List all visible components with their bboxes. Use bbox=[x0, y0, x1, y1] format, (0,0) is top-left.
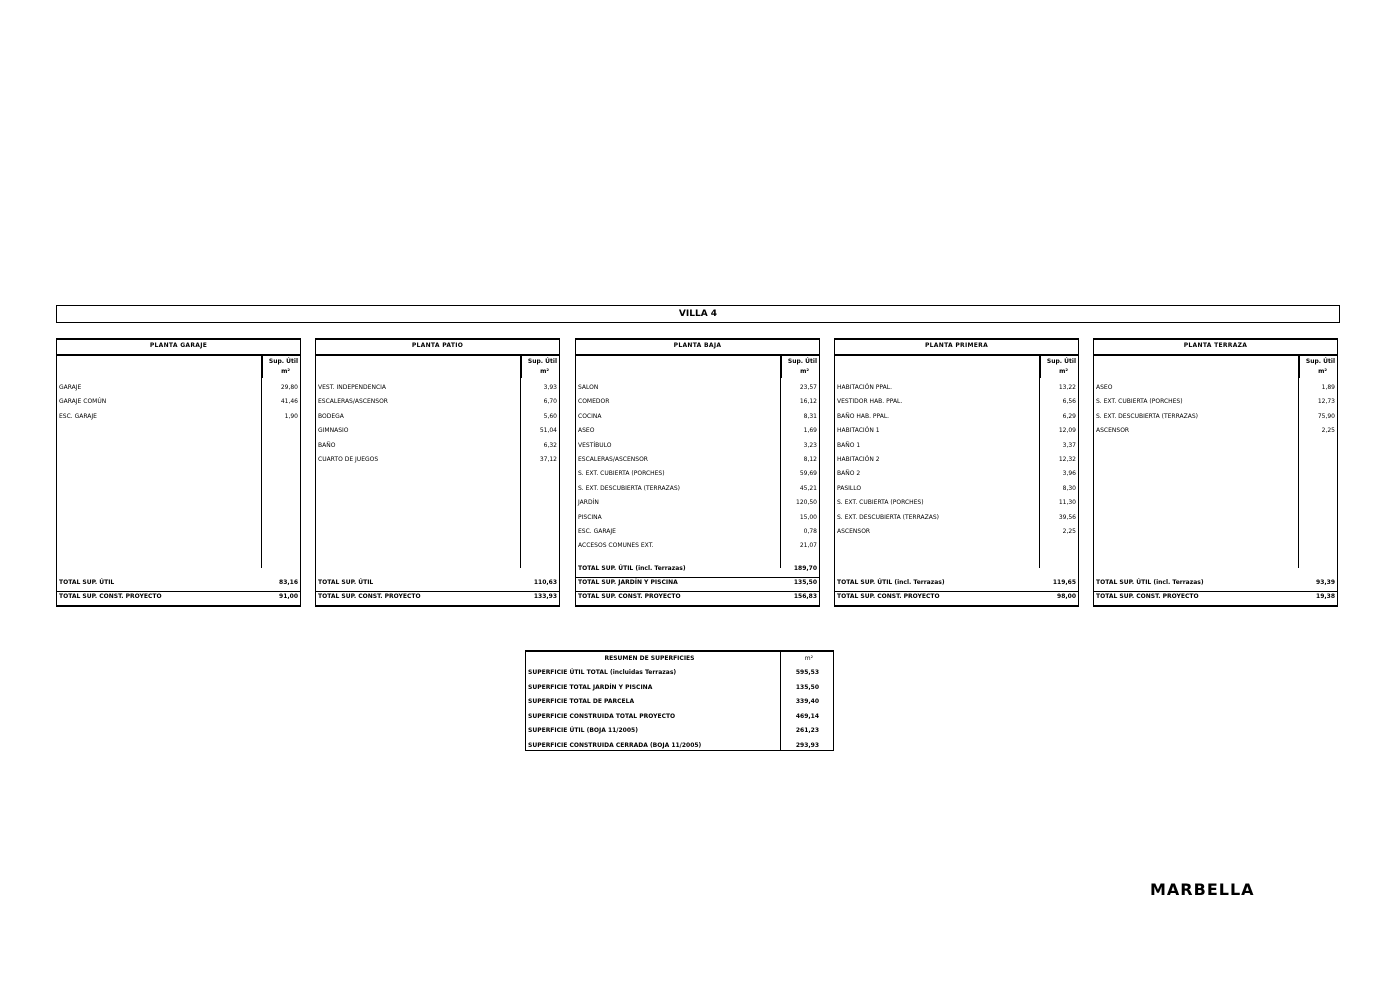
room-row bbox=[835, 396, 1078, 408]
room-name: COMEDOR bbox=[578, 398, 610, 406]
room-area: 11,30 bbox=[1058, 499, 1076, 507]
summary-title: RESUMEN DE SUPERFICIES bbox=[604, 655, 695, 662]
room-area: 8,12 bbox=[803, 456, 817, 463]
room-name: ESC. GARAJE bbox=[578, 528, 616, 535]
room-area: 45,21 bbox=[799, 484, 817, 492]
total-label: TOTAL SUP. ÚTIL (incl. Terrazas) bbox=[837, 579, 945, 586]
room-name: JARDÍN bbox=[578, 499, 599, 507]
total-value: 93,39 bbox=[1316, 579, 1335, 586]
room-name: ACCESOS COMUNES EXT. bbox=[578, 542, 654, 550]
total-row bbox=[576, 591, 819, 603]
total-value: 19,38 bbox=[1316, 593, 1335, 600]
room-area: 3,96 bbox=[1062, 470, 1076, 478]
total-label: TOTAL SUP. ÚTIL (incl. Terrazas) bbox=[1096, 579, 1204, 586]
room-name: ASEO bbox=[1096, 384, 1113, 391]
room-area: 2,25 bbox=[1062, 528, 1076, 535]
room-row bbox=[576, 425, 819, 437]
column-label: Sup. Útil bbox=[268, 358, 298, 365]
total-label: TOTAL SUP. JARDÍN Y PISCINA bbox=[578, 579, 678, 586]
room-row bbox=[316, 396, 559, 408]
room-row bbox=[576, 483, 819, 495]
room-area: 120,50 bbox=[796, 499, 817, 507]
room-row bbox=[576, 411, 819, 423]
room-name: HABITACIÓN PPAL. bbox=[837, 384, 892, 391]
floor-table bbox=[575, 338, 820, 607]
summary-row bbox=[526, 724, 833, 738]
room-name: PISCINA bbox=[578, 513, 602, 521]
room-name: HABITACIÓN 2 bbox=[837, 456, 880, 463]
room-name: S. EXT. CUBIERTA (PORCHES) bbox=[1096, 398, 1183, 406]
room-row bbox=[316, 440, 559, 452]
room-name: BAÑO HAB. PPAL. bbox=[837, 412, 890, 420]
total-value: 83,16 bbox=[279, 579, 298, 586]
column-header bbox=[1299, 356, 1337, 378]
room-name: GARAJE COMÚN bbox=[59, 398, 107, 406]
room-row bbox=[576, 512, 819, 524]
room-name: ESC. GARAJE bbox=[59, 412, 97, 420]
floor-title: PLANTA PATIO bbox=[316, 340, 559, 356]
room-name: HABITACIÓN 1 bbox=[837, 427, 880, 435]
total-value: 119,65 bbox=[1052, 579, 1076, 586]
row-separator bbox=[835, 591, 1078, 592]
summary-unit: m² bbox=[804, 655, 813, 662]
room-name: S. EXT. DESCUBIERTA (TERRAZAS) bbox=[1096, 412, 1198, 420]
row-separator bbox=[576, 577, 819, 578]
floor-table bbox=[56, 338, 301, 607]
summary-header bbox=[526, 652, 833, 666]
room-name: ESCALERAS/ASCENSOR bbox=[318, 398, 388, 406]
room-area: 3,23 bbox=[803, 441, 817, 449]
room-area: 3,37 bbox=[1062, 441, 1076, 449]
column-header bbox=[1040, 356, 1078, 378]
total-label: TOTAL SUP. CONST. PROYECTO bbox=[578, 593, 681, 600]
summary-value: 293,93 bbox=[795, 741, 819, 749]
total-value: 156,83 bbox=[793, 593, 817, 600]
total-row bbox=[57, 591, 300, 603]
room-row bbox=[835, 497, 1078, 509]
total-row bbox=[316, 577, 559, 589]
column-unit: m² bbox=[281, 368, 290, 375]
total-row bbox=[835, 591, 1078, 603]
room-area: 1,89 bbox=[1321, 384, 1335, 391]
room-row bbox=[576, 454, 819, 466]
document-title: VILLA 4 bbox=[56, 305, 1340, 323]
room-area: 6,56 bbox=[1062, 398, 1076, 406]
room-row bbox=[1094, 411, 1337, 423]
room-name: BAÑO bbox=[318, 441, 336, 449]
column-label: Sup. Útil bbox=[527, 358, 557, 365]
room-row bbox=[835, 440, 1078, 452]
room-row bbox=[576, 382, 819, 394]
room-area: 29,80 bbox=[280, 384, 298, 391]
room-area: 59,69 bbox=[799, 470, 817, 478]
summary-value: 261,23 bbox=[795, 727, 819, 734]
total-label: TOTAL SUP. CONST. PROYECTO bbox=[318, 593, 421, 600]
room-row bbox=[316, 411, 559, 423]
room-area: 23,57 bbox=[799, 384, 817, 391]
room-name: BODEGA bbox=[318, 412, 344, 420]
room-row bbox=[316, 425, 559, 437]
summary-label: SUPERFICIE CONSTRUIDA CERRADA (BOJA 11/2005) bbox=[528, 741, 702, 749]
room-row bbox=[576, 440, 819, 452]
footer-city: MARBELLA bbox=[1150, 880, 1255, 899]
room-name: ASCENSOR bbox=[1096, 427, 1130, 435]
room-area: 12,09 bbox=[1058, 427, 1076, 435]
total-label: TOTAL SUP. ÚTIL (incl. Terrazas) bbox=[578, 565, 686, 572]
room-row bbox=[57, 396, 300, 408]
row-separator bbox=[316, 591, 559, 592]
summary-label: SUPERFICIE ÚTIL TOTAL (incluidas Terrazas) bbox=[528, 669, 677, 676]
room-area: 51,04 bbox=[539, 427, 557, 435]
room-row bbox=[835, 483, 1078, 495]
floor-title: PLANTA PRIMERA bbox=[835, 340, 1078, 356]
column-header bbox=[521, 356, 559, 378]
row-separator bbox=[57, 591, 300, 592]
floor-table bbox=[834, 338, 1079, 607]
floor-title: PLANTA TERRAZA bbox=[1094, 340, 1337, 356]
room-name: PASILLO bbox=[837, 484, 862, 492]
row-separator bbox=[576, 591, 819, 592]
summary-table bbox=[525, 650, 834, 751]
room-name: S. EXT. CUBIERTA (PORCHES) bbox=[578, 470, 665, 478]
room-row bbox=[835, 512, 1078, 524]
room-area: 37,12 bbox=[539, 456, 557, 463]
total-label: TOTAL SUP. CONST. PROYECTO bbox=[837, 593, 940, 600]
summary-value: 469,14 bbox=[795, 712, 819, 720]
room-area: 41,46 bbox=[280, 398, 298, 406]
total-row bbox=[57, 577, 300, 589]
total-value: 98,00 bbox=[1057, 593, 1076, 600]
row-separator bbox=[1094, 591, 1337, 592]
total-row bbox=[316, 591, 559, 603]
total-row bbox=[1094, 591, 1337, 603]
total-value: 189,70 bbox=[793, 565, 817, 572]
total-value: 133,93 bbox=[533, 593, 557, 600]
summary-value: 135,50 bbox=[795, 683, 819, 691]
room-area: 8,30 bbox=[1062, 484, 1076, 492]
room-row bbox=[835, 526, 1078, 538]
room-area: 5,60 bbox=[543, 412, 557, 420]
room-area: 1,69 bbox=[803, 427, 817, 435]
room-row bbox=[835, 468, 1078, 480]
room-row bbox=[576, 468, 819, 480]
room-row bbox=[835, 454, 1078, 466]
room-name: VESTIDOR HAB. PPAL. bbox=[837, 398, 903, 406]
room-row bbox=[576, 497, 819, 509]
total-label: TOTAL SUP. CONST. PROYECTO bbox=[59, 593, 162, 600]
room-area: 75,90 bbox=[1317, 412, 1335, 420]
total-label: TOTAL SUP. ÚTIL bbox=[318, 579, 374, 586]
room-row bbox=[1094, 382, 1337, 394]
room-name: VESTÍBULO bbox=[578, 441, 612, 449]
column-unit: m² bbox=[800, 368, 809, 375]
room-area: 1,90 bbox=[284, 412, 298, 420]
room-name: CUARTO DE JUEGOS bbox=[318, 456, 379, 463]
room-area: 13,22 bbox=[1058, 384, 1076, 391]
room-name: VEST. INDEPENDENCIA bbox=[318, 384, 387, 391]
room-area: 6,32 bbox=[543, 441, 557, 449]
total-row bbox=[576, 563, 819, 575]
room-name: GARAJE bbox=[59, 384, 82, 391]
room-name: GIMNASIO bbox=[318, 427, 349, 435]
room-name: S. EXT. CUBIERTA (PORCHES) bbox=[837, 499, 924, 507]
room-name: ASEO bbox=[578, 427, 595, 435]
room-area: 12,32 bbox=[1058, 456, 1076, 463]
room-name: S. EXT. DESCUBIERTA (TERRAZAS) bbox=[578, 484, 680, 492]
summary-label: SUPERFICIE TOTAL JARDÍN Y PISCINA bbox=[528, 683, 653, 691]
room-area: 16,12 bbox=[799, 398, 817, 406]
total-value: 135,50 bbox=[793, 579, 817, 586]
room-area: 12,73 bbox=[1317, 398, 1335, 406]
room-row bbox=[316, 382, 559, 394]
summary-label: SUPERFICIE TOTAL DE PARCELA bbox=[528, 698, 635, 705]
summary-value: 595,53 bbox=[795, 669, 819, 676]
total-row bbox=[576, 577, 819, 589]
room-row bbox=[1094, 425, 1337, 437]
column-label: Sup. Útil bbox=[1046, 358, 1076, 365]
column-header bbox=[262, 356, 300, 378]
room-area: 2,25 bbox=[1321, 427, 1335, 435]
room-name: BAÑO 1 bbox=[837, 441, 861, 449]
summary-row bbox=[526, 710, 833, 724]
room-area: 6,70 bbox=[543, 398, 557, 406]
room-row bbox=[835, 425, 1078, 437]
room-area: 3,93 bbox=[543, 384, 557, 391]
floor-title: PLANTA GARAJE bbox=[57, 340, 300, 356]
room-row bbox=[835, 411, 1078, 423]
room-row bbox=[576, 540, 819, 552]
summary-row bbox=[526, 681, 833, 695]
room-row bbox=[57, 411, 300, 423]
column-label: Sup. Útil bbox=[787, 358, 817, 365]
floor-title: PLANTA BAJA bbox=[576, 340, 819, 356]
room-area: 8,31 bbox=[803, 412, 817, 420]
total-label: TOTAL SUP. ÚTIL bbox=[59, 579, 115, 586]
column-unit: m² bbox=[1059, 368, 1068, 375]
total-value: 110,63 bbox=[533, 579, 557, 586]
summary-label: SUPERFICIE CONSTRUIDA TOTAL PROYECTO bbox=[528, 712, 676, 720]
summary-label: SUPERFICIE ÚTIL (BOJA 11/2005) bbox=[528, 727, 638, 734]
summary-row bbox=[526, 695, 833, 709]
total-row bbox=[1094, 577, 1337, 589]
column-header bbox=[781, 356, 819, 378]
room-name: ESCALERAS/ASCENSOR bbox=[578, 456, 648, 463]
room-name: S. EXT. DESCUBIERTA (TERRAZAS) bbox=[837, 513, 939, 521]
room-row bbox=[57, 382, 300, 394]
room-row bbox=[1094, 396, 1337, 408]
floor-table bbox=[315, 338, 560, 607]
room-row bbox=[576, 396, 819, 408]
total-value: 91,00 bbox=[279, 593, 298, 600]
column-label: Sup. Útil bbox=[1305, 358, 1335, 365]
summary-value: 339,40 bbox=[795, 698, 819, 705]
room-area: 15,00 bbox=[799, 513, 817, 521]
column-unit: m² bbox=[1318, 368, 1327, 375]
summary-row bbox=[526, 666, 833, 680]
room-area: 6,29 bbox=[1062, 412, 1076, 420]
total-row bbox=[835, 577, 1078, 589]
room-name: BAÑO 2 bbox=[837, 470, 861, 478]
room-name: SALON bbox=[578, 384, 599, 391]
room-row bbox=[576, 526, 819, 538]
room-row bbox=[316, 454, 559, 466]
floor-table bbox=[1093, 338, 1338, 607]
room-name: ASCENSOR bbox=[837, 528, 871, 535]
room-area: 0,78 bbox=[803, 528, 817, 535]
total-label: TOTAL SUP. CONST. PROYECTO bbox=[1096, 593, 1199, 600]
column-unit: m² bbox=[540, 368, 549, 375]
room-row bbox=[835, 382, 1078, 394]
room-name: COCINA bbox=[578, 412, 602, 420]
summary-row bbox=[526, 739, 833, 753]
room-area: 21,07 bbox=[799, 542, 817, 550]
room-area: 39,56 bbox=[1058, 513, 1076, 521]
